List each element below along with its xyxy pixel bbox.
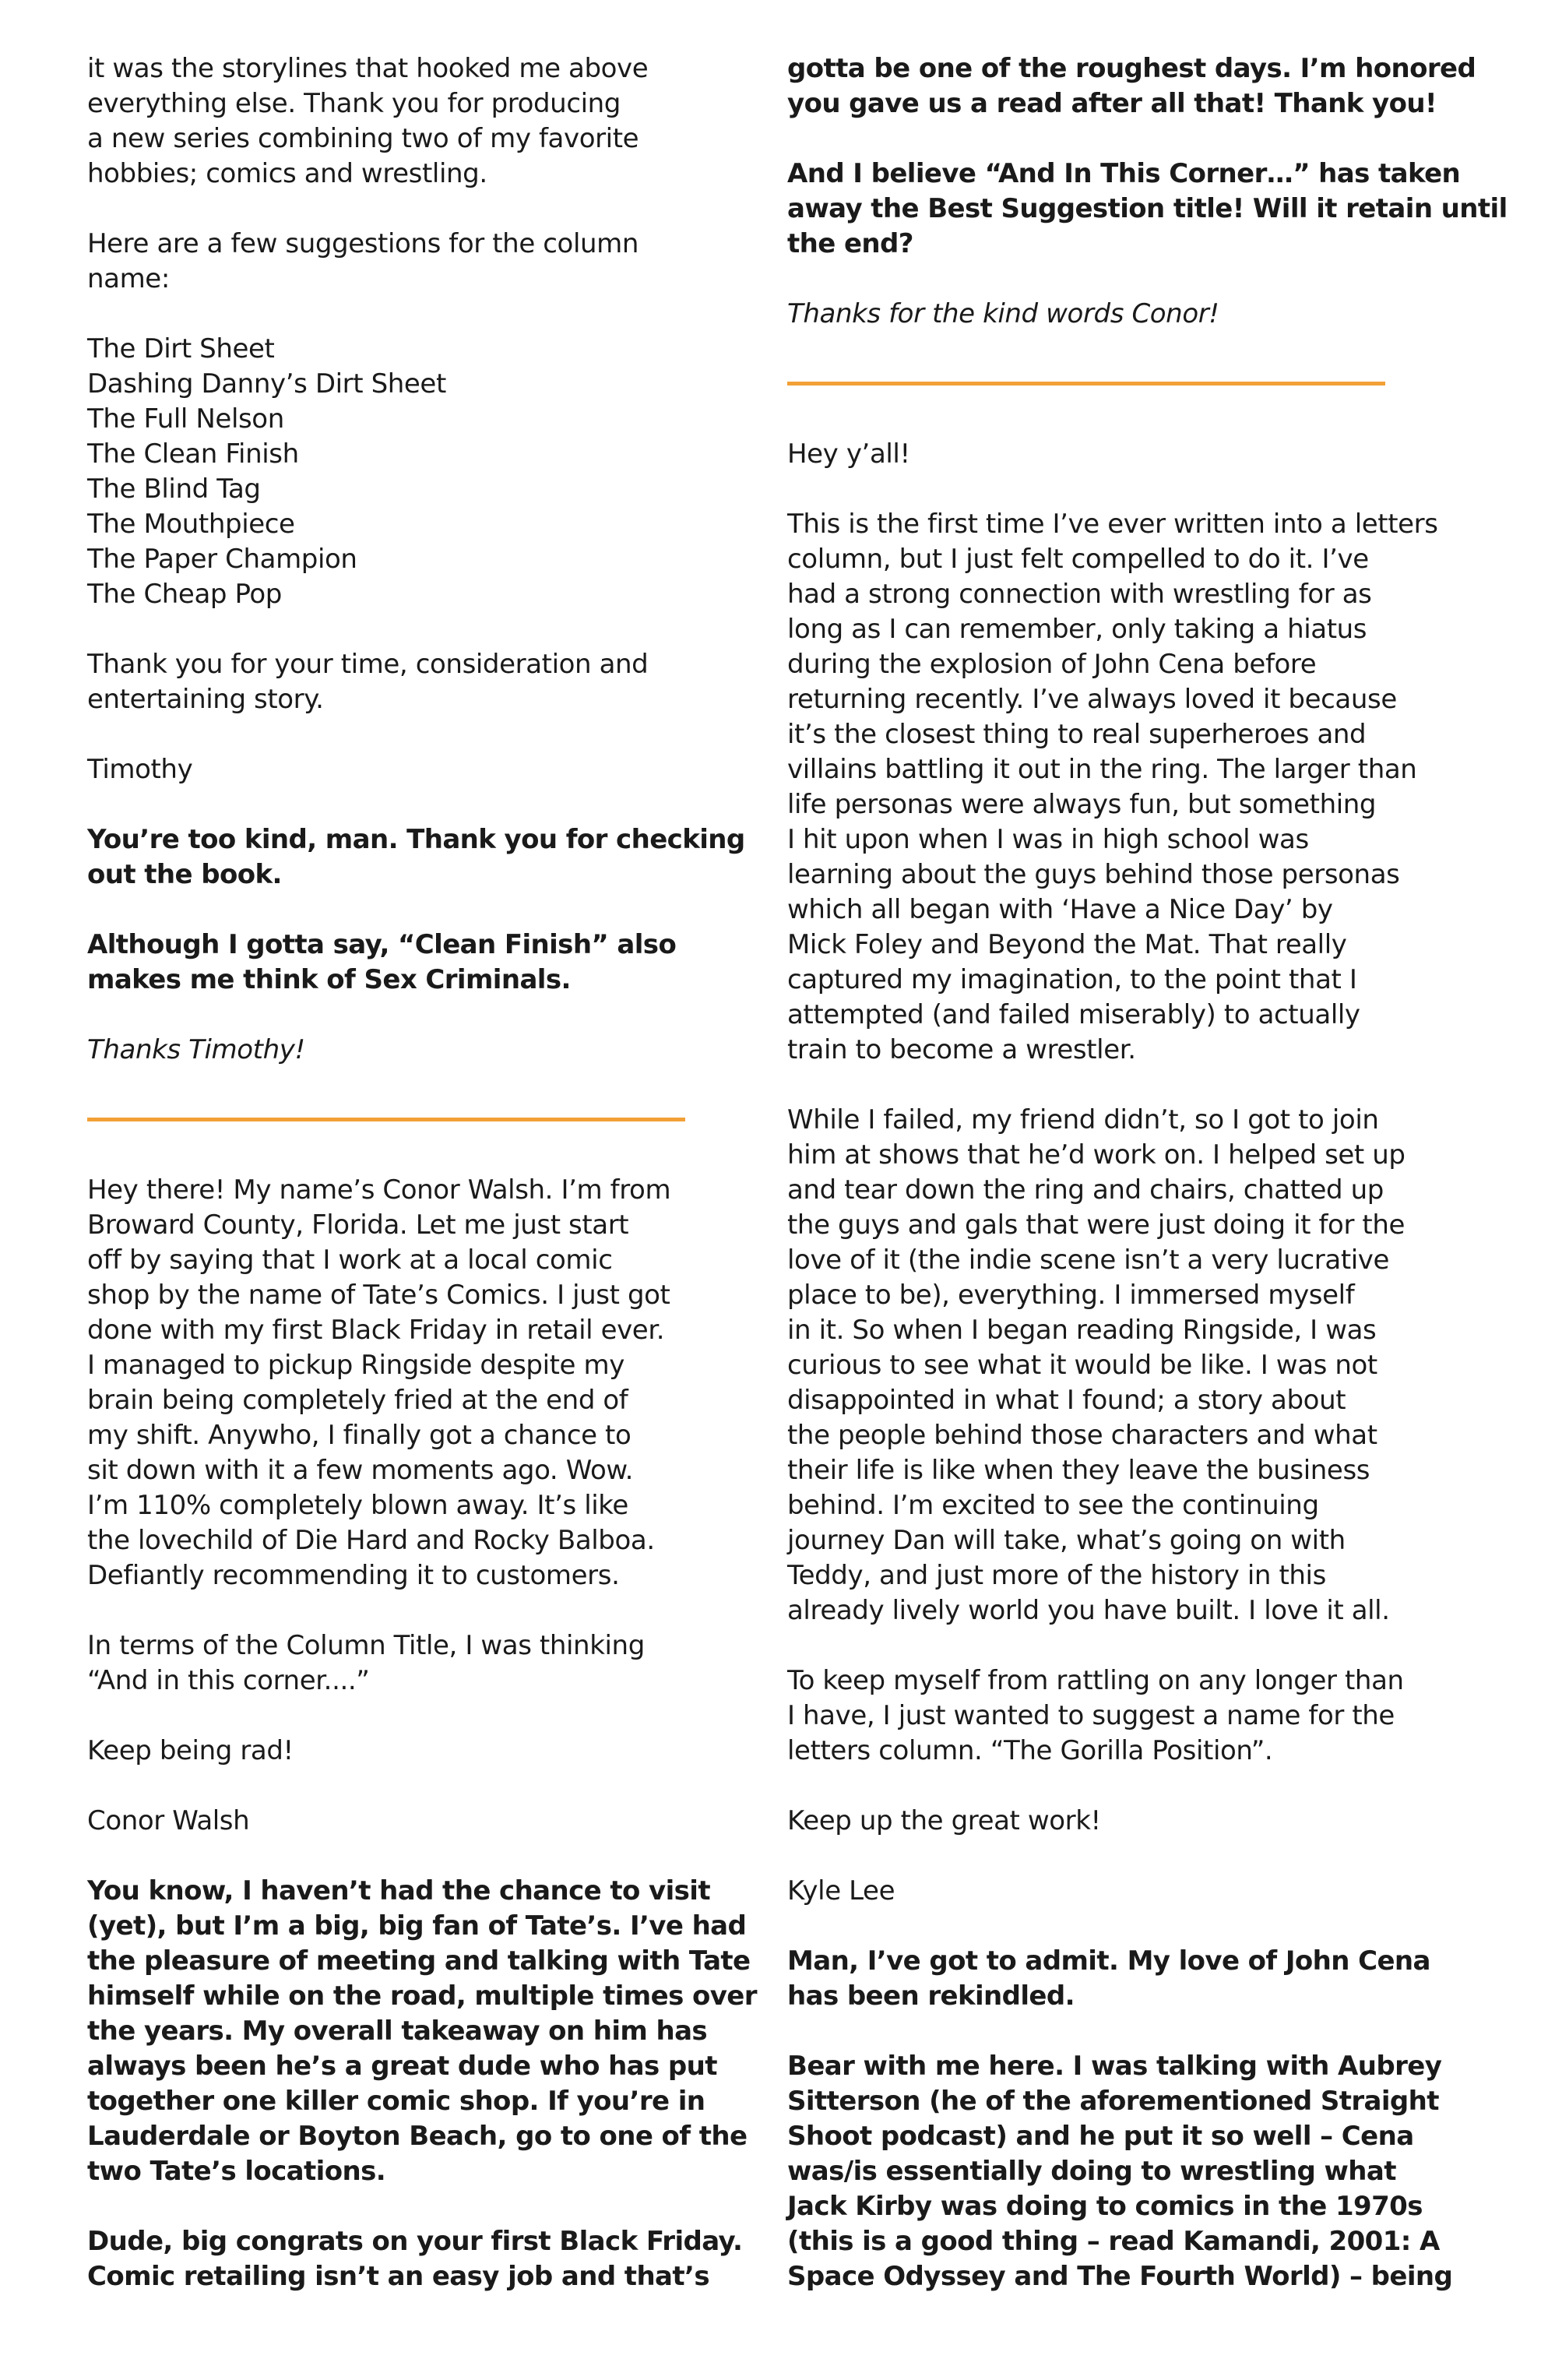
editor-reply-line: (yet), but I’m a big, big fan of Tate’s. I’ve had [87,1910,747,1942]
letter-text-line: Kyle Lee [787,1875,895,1906]
letter-text-line: The Cheap Pop [87,579,282,610]
letter-text-line: letters column. “The Gorilla Position”. [787,1735,1273,1766]
letter-text-line: Thank you for your time, consideration and [87,649,649,680]
letter-text-line: Dashing Danny’s Dirt Sheet [87,368,446,400]
editor-reply-line: two Tate’s locations. [87,2156,386,2187]
letter-text-line: Hey there! My name’s Conor Walsh. I’m from [87,1174,671,1206]
letter-text-line: I managed to pickup Ringside despite my [87,1350,624,1381]
editor-reply-line: Bear with me here. I was talking with Aubrey [787,2051,1442,2082]
letter-text-line: him at shows that he’d work on. I helped set up [787,1139,1406,1171]
letter-text-line: Mick Foley and Beyond the Mat. That really [787,929,1347,960]
letter-text-line: sit down with it a few moments ago. Wow. [87,1455,634,1486]
letter-text-line: I’m 110% completely blown away. It’s like [87,1490,628,1521]
letter-text-line: off by saying that I work at a local comic [87,1245,613,1276]
letter-text-line: the guys and gals that were just doing it for the [787,1209,1406,1241]
letter-text-line: “And in this corner....” [87,1665,370,1696]
letter-text-line: a new series combining two of my favorite [87,123,639,154]
letter-text-line: The Full Nelson [87,403,284,435]
divider-line [787,382,1385,386]
letter-text-line: I hit upon when I was in high school was [787,824,1309,855]
divider-line [87,1118,685,1121]
letter-text-line: it was the storylines that hooked me above [87,53,649,84]
letter-text-line: The Blind Tag [87,474,261,505]
letter-text-line: my shift. Anywho, I finally got a chance to [87,1420,632,1451]
right-column [787,51,1508,2294]
letter-text-line: shop by the name of Tate’s Comics. I just got [87,1280,670,1311]
letter-text-line: curious to see what it would be like. I was not [787,1350,1377,1381]
letter-text-line: The Mouthpiece [87,509,295,540]
letter-text-line: The Dirt Sheet [87,333,275,364]
editor-reply-line: out the book. [87,859,282,890]
editor-reply-line: You know, I haven’t had the chance to visit [87,1875,710,1906]
editor-reply-line: himself while on the road, multiple times over [87,1980,757,2012]
section-divider [87,1103,772,1138]
letter-text-line: disappointed in what I found; a story about [787,1385,1346,1416]
letter-text-line: which all began with ‘Have a Nice Day’ by [787,894,1333,925]
letter-text-line: Keep up the great work! [787,1805,1101,1836]
letter-text-line: brain being completely fried at the end of [87,1385,628,1416]
editor-reply-line: you gave us a read after all that! Thank you! [787,88,1437,119]
letter-text-line: Teddy, and just more of the history in this [787,1560,1326,1591]
letter-text-line: attempted (and failed miserably) to actually [787,999,1360,1030]
editor-reply-line: the years. My overall takeaway on him has [87,2016,708,2047]
letter-text-line: In terms of the Column Title, I was thinking [87,1630,645,1661]
left-column [87,51,772,2294]
letter-text-line: To keep myself from rattling on any longer than [787,1665,1404,1696]
letter-text-line: Conor Walsh [87,1805,250,1836]
editor-reply-line: gotta be one of the roughest days. I’m honored [787,53,1476,84]
letter-text-line: love of it (the indie scene isn’t a very lucrative [787,1245,1390,1276]
letter-text-line: life personas were always fun, but something [787,789,1377,820]
editor-reply-line: the end? [787,228,913,259]
letter-text-line: name: [87,263,170,294]
editor-reply-line: Man, I’ve got to admit. My love of John Cena [787,1945,1430,1977]
editor-reply-line: Shoot podcast) and he put it so well – Cena [787,2121,1414,2152]
editor-reply-line: Lauderdale or Boyton Beach, go to one of the [87,2121,748,2152]
section-divider [787,367,1472,402]
letter-text-line: the people behind those characters and what [787,1420,1377,1451]
letter-text-line: the lovechild of Die Hard and Rocky Balboa. [87,1525,655,1556]
editor-reply-line: (this is a good thing – read Kamandi, 2001: A [787,2226,1440,2257]
editor-reply-line: was/is essentially doing to wrestling what [787,2156,1396,2187]
editor-reply-line: makes me think of Sex Criminals. [87,964,571,995]
letter-text-line: everything else. Thank you for producing [87,88,621,119]
letter-text-line: already lively world you have built. I love it all. [787,1595,1390,1626]
letter-text-line: learning about the guys behind those personas [787,859,1400,890]
letter-text-line: train to become a wrestler. [787,1034,1136,1065]
editor-reply-line: always been he’s a great dude who has put [87,2051,717,2082]
letter-text-line: returning recently. I’ve always loved it because [787,684,1397,715]
letter-text-line: This is the first time I’ve ever written into a letters [787,509,1438,540]
editor-reply-line: You’re too kind, man. Thank you for checking [87,824,745,855]
letter-text-line: entertaining story. [87,684,324,715]
letter-text-line: villains battling it out in the ring. The larger than [787,754,1417,785]
letter-text-line: had a strong connection with wrestling for as [787,579,1372,610]
letter-text-line: captured my imagination, to the point that I [787,964,1357,995]
editor-reply-line: the pleasure of meeting and talking with Tate [87,1945,751,1977]
letter-text-line: during the explosion of John Cena before [787,649,1317,680]
letter-text-line: done with my first Black Friday in retail ever. [87,1315,665,1346]
letter-text-line: Keep being rad! [87,1735,294,1766]
editor-reply-line: away the Best Suggestion title! Will it retain until [787,193,1508,224]
letter-text-line: Defiantly recommending it to customers. [87,1560,620,1591]
editor-signoff-line: Thanks for the kind words Conor! [787,298,1219,329]
letter-text-line: Broward County, Florida. Let me just start [87,1209,629,1241]
letter-text-line: behind. I’m excited to see the continuing [787,1490,1319,1521]
letter-text-line: in it. So when I began reading Ringside, I was [787,1315,1377,1346]
editor-reply-line: Sitterson (he of the aforementioned Straight [787,2086,1439,2117]
editor-reply-line: together one killer comic shop. If you’re in [87,2086,705,2117]
letter-text-line: The Paper Champion [87,544,357,575]
editor-signoff-line: Thanks Timothy! [87,1034,305,1065]
letter-text-line: long as I can remember, only taking a hiatus [787,614,1367,645]
letter-text-line: Here are a few suggestions for the column [87,228,639,259]
letter-text-line: Timothy [87,754,193,785]
letter-text-line: The Clean Finish [87,438,299,470]
letter-text-line: their life is like when they leave the business [787,1455,1370,1486]
letter-text-line: While I failed, my friend didn’t, so I got to join [787,1104,1379,1135]
editor-reply-line: Although I gotta say, “Clean Finish” also [87,929,677,960]
editor-reply-line: has been rekindled. [787,1980,1075,2012]
editor-reply-line: Space Odyssey and The Fourth World) – being [787,2261,1453,2292]
letter-text-line: hobbies; comics and wrestling. [87,158,487,189]
letter-text-line: it’s the closest thing to real superheroes and [787,719,1367,750]
letter-text-line: column, but I just felt compelled to do it. I’ve [787,544,1369,575]
editor-reply-line: Jack Kirby was doing to comics in the 1970s [787,2191,1423,2222]
letter-text-line: journey Dan will take, what’s going on with [787,1525,1346,1556]
editor-reply-line: And I believe “And In This Corner…” has taken [787,158,1461,189]
editor-reply-line: Dude, big congrats on your first Black Friday. [87,2226,743,2257]
letter-text-line: place to be), everything. I immersed myself [787,1280,1355,1311]
letter-text-line: Hey y’all! [787,438,910,470]
letter-text-line: and tear down the ring and chairs, chatted up [787,1174,1384,1206]
letter-text-line: I have, I just wanted to suggest a name for the [787,1700,1395,1731]
editor-reply-line: Comic retailing isn’t an easy job and that’s [87,2261,709,2292]
